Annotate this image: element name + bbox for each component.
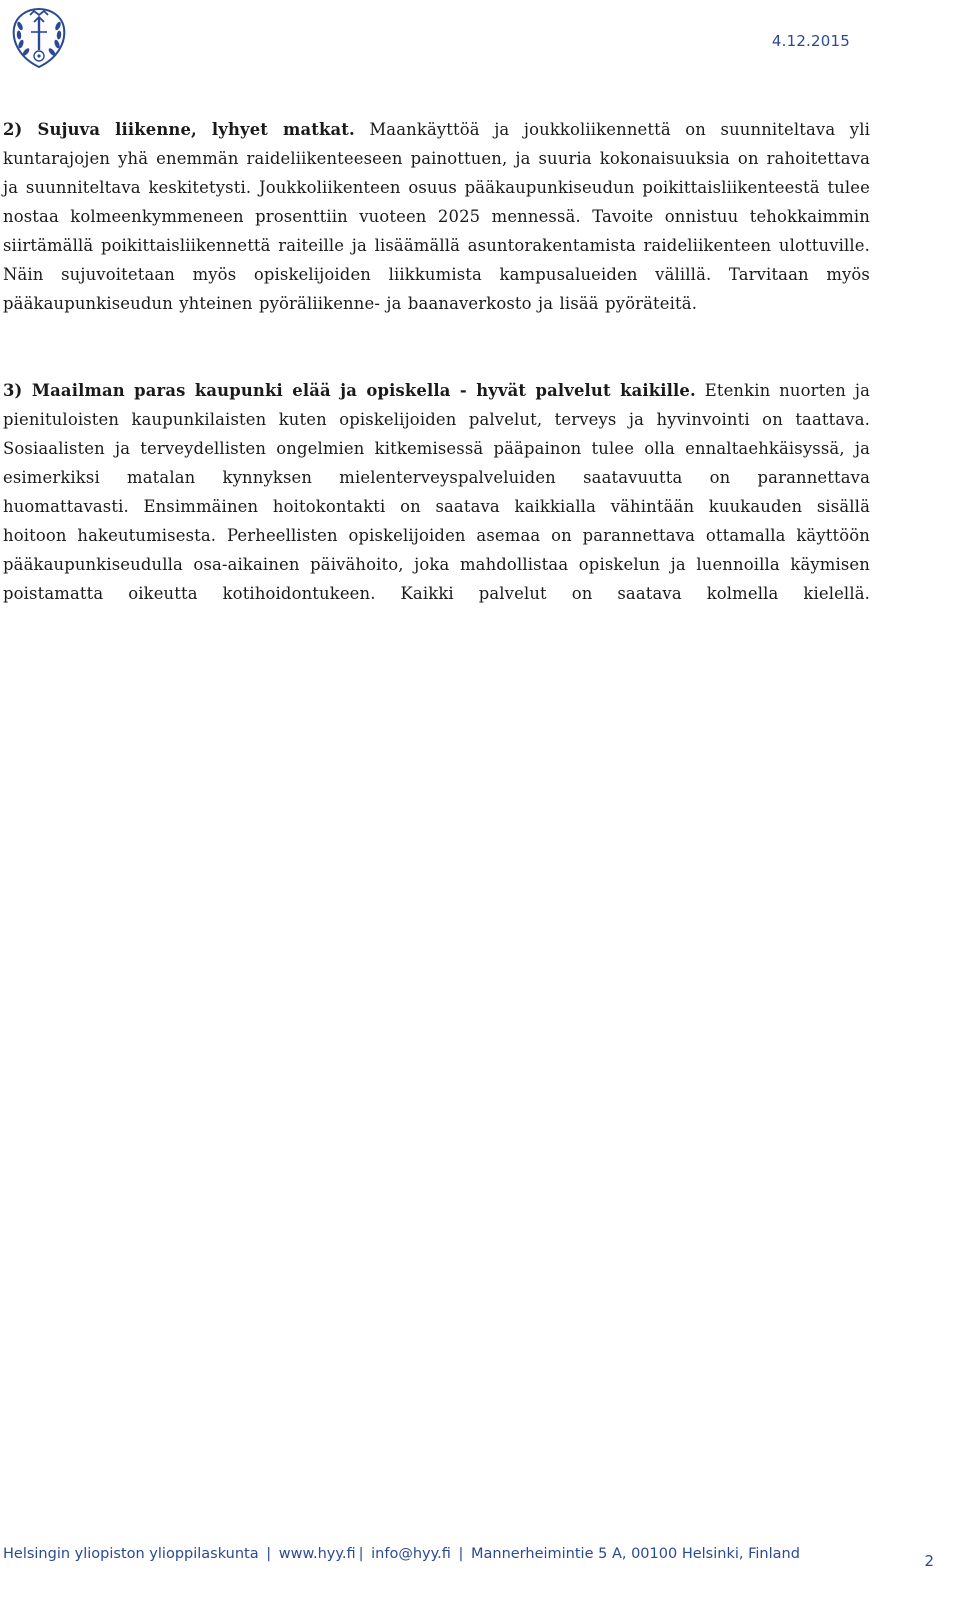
section-services (3, 376, 870, 608)
footer-separator: | (266, 1546, 272, 1562)
document-body (3, 115, 870, 608)
footer-address: Mannerheimintie 5 A, 00100 Helsinki, Finland (470, 1546, 800, 1562)
section-body: Maankäyttöä ja joukkoliikennettä on suunniteltava yli kuntarajojen yhä enemmän raideliikenteeseen painottuen, ja suuria kokonaisuuksia on rahoitettava ja suunniteltava keskitetysti. Joukkoliikenteen osuus pääkaupunkiseudun poikittaisliikenteestä tulee nostaa kolmeenkymmeneen prosenttiin vuoteen 2025 mennessä. Tavoite onnistuu tehokkaimmin siirtämällä poikittaisliikennettä raiteille ja lisäämällä asuntorakentamista raideliikenteen ulottuville. Näin sujuvoitetaan myös opiskelijoiden liikkumista kampusalueiden välillä. Tarvitaan myös pääkaupunkiseudun yhteinen pyöräliikenne- ja baanaverkosto ja lisää pyöräteitä. (3, 120, 870, 313)
section-body: Etenkin nuorten ja pienituloisten kaupunkilaisten kuten opiskelijoiden palvelut, terveys ja hyvinvointi on taattava. Sosiaalisten ja terveydellisten ongelmien kitkemisessä pääpainon tulee olla ennaltaehkäisyssä, ja esimerkiksi matalan kynnyksen mielenterveyspalveluiden saatavuutta on parannettava huomattavasti. Ensimmäinen hoitokontakti on saatava kaikkialla vähintään kuukauden sisällä hoitoon hakeutumisesta. Perheellisten opiskelijoiden asemaa on parannettava ottamalla käyttöön pääkaupunkiseudulla osa-aikainen päivähoito, joka mahdollistaa opiskelun ja luennoilla käymisen poistamatta oikeutta kotihoidontukeen. Kaikki palvelut on saatava kolmella kielellä. (3, 381, 870, 603)
page-footer (3, 1546, 950, 1574)
section-heading: 3) Maailman paras kaupunki elää ja opiskella - hyvät palvelut kaikille. (3, 381, 696, 400)
section-transport (3, 115, 870, 318)
section-heading: 2) Sujuva liikenne, lyhyet matkat. (3, 120, 355, 139)
footer-website-link[interactable]: www.hyy.fi (278, 1546, 356, 1562)
header-date: 4.12.2015 (771, 32, 850, 50)
page-number: 2 (924, 1552, 934, 1570)
footer-contact-line (3, 1546, 800, 1562)
footer-email-link[interactable]: info@hyy.fi (371, 1546, 451, 1562)
footer-separator: | (358, 1546, 364, 1562)
footer-separator: | (458, 1546, 464, 1562)
footer-organization: Helsingin yliopiston ylioppilaskunta (3, 1546, 259, 1562)
hyy-emblem-logo (10, 6, 68, 70)
